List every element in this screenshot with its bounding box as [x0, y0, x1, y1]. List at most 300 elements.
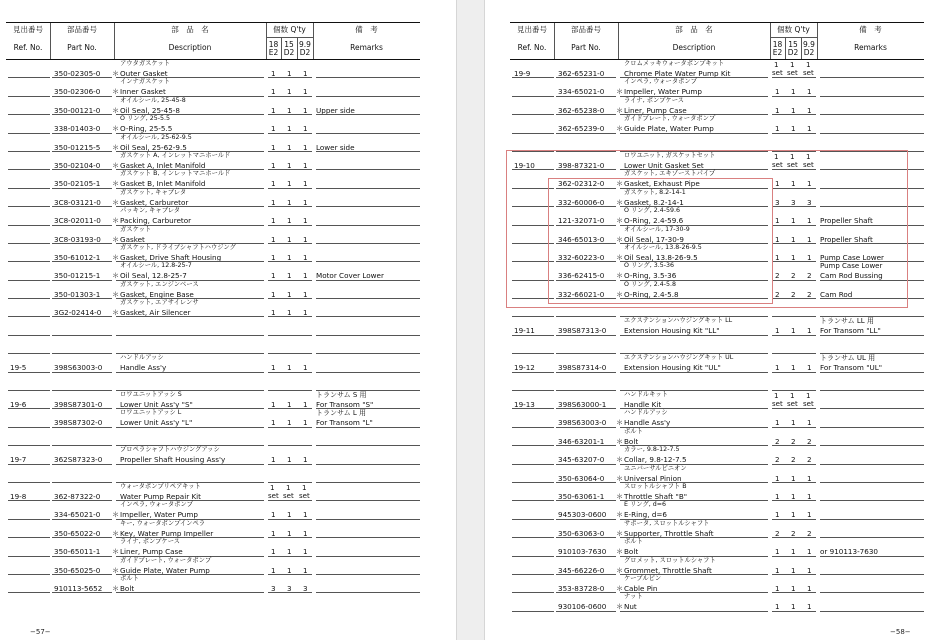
qty-1: 1 [271, 105, 276, 115]
description-jp: ガスケット, ドライブシャフトハウジング [120, 243, 236, 251]
description-jp: エクステンションハウジングキット UL [624, 354, 734, 362]
table-row [6, 262, 420, 280]
part-number: 121-32071-0 [558, 216, 605, 226]
description: Impeller, Water Pump [624, 87, 702, 97]
qty-1: 1 [271, 455, 276, 465]
qty-3: 2 [807, 455, 812, 465]
qty-2: 1 [791, 124, 796, 134]
description: Liner, Pump Case [120, 547, 183, 557]
qty-2: 2 [791, 271, 796, 281]
remarks-jp: トランサム S 用 [316, 391, 367, 400]
qty-3: 1 [303, 160, 308, 170]
table-row [510, 409, 924, 427]
qty-set-3: 1 [806, 60, 811, 69]
kit-star: ＊ [112, 69, 120, 78]
kit-star: ＊ [616, 216, 624, 226]
qty-1: 2 [775, 436, 780, 446]
qty-set-2: 1 [790, 151, 795, 161]
qty-3: 1 [303, 363, 308, 373]
kit-star: ＊ [112, 565, 120, 575]
part-number: 350-01303-1 [54, 289, 101, 299]
kit-star: ＊ [112, 160, 120, 170]
qty-2: 1 [791, 510, 796, 520]
remarks-en-header: Remarks [854, 43, 887, 52]
description-jp: ボルト [120, 574, 139, 582]
kit-star: ＊ [616, 289, 624, 299]
part-number: 332-60006-0 [558, 197, 605, 207]
description: Bolt [624, 436, 639, 446]
part-number: 350-00121-0 [54, 105, 101, 115]
part-number: 362-65231-0 [558, 69, 605, 78]
table-row [6, 538, 420, 556]
part-number: 345-63207-0 [558, 455, 605, 465]
kit-star: ＊ [616, 455, 624, 465]
description-jp: グロメット, スロットルシャフト [624, 556, 716, 564]
qty-3: 1 [807, 179, 812, 189]
qty-1: 1 [271, 160, 276, 170]
qty-3: 1 [303, 547, 308, 557]
qty-1: 1 [775, 105, 780, 115]
part-number: 398S63003-0 [558, 418, 607, 428]
qty-1: 1 [271, 510, 276, 520]
qty-3: 1 [303, 308, 308, 318]
kit-star: ＊ [112, 142, 120, 152]
kit-star: ＊ [616, 510, 624, 520]
description: Gasket A, Inlet Manifold [120, 160, 206, 170]
description-jp: キー, ウォータポンプインペラ [120, 519, 206, 527]
qty-col2-top: 15 [284, 40, 294, 49]
table-row [6, 557, 420, 575]
kit-star: ＊ [112, 528, 120, 538]
part-number: 398S87313-0 [558, 326, 607, 336]
qty-2: 1 [791, 565, 796, 575]
qty-3: 1 [807, 565, 812, 575]
qty-3: 1 [807, 491, 812, 501]
description-jp: オイルシール, 12.8-25-7 [120, 262, 192, 270]
description: Guide Plate, Water Pump [624, 124, 714, 134]
qty-col2-bot: D2 [787, 48, 799, 57]
part-number: 350-63064-0 [558, 473, 605, 483]
description: Handle Kit [624, 400, 662, 410]
description-jp: オイルシール, 25-45-8 [120, 96, 186, 104]
remarks: Cam Rod Bussing [820, 271, 883, 281]
qty-3: 1 [303, 400, 308, 410]
description-jp: E リング, d=6 [624, 501, 667, 509]
part-number: 350-65025-0 [54, 565, 101, 575]
ref-jp-header: 見出番号 [517, 25, 547, 34]
qty-3: set [299, 491, 310, 500]
table-row [510, 501, 924, 519]
qty-2: 3 [287, 583, 292, 593]
parts-table-left [6, 22, 420, 593]
qty-1: 3 [271, 583, 276, 593]
qty-2: set [787, 160, 798, 169]
remarks-jp: トランサム UL 用 [820, 354, 876, 363]
part-number: 350-63061-1 [558, 491, 605, 501]
qty-2: 1 [287, 528, 292, 538]
remarks-jp: トランサム L 用 [316, 409, 366, 418]
qty-3: 1 [303, 528, 308, 538]
part-number: 362S87323-0 [54, 455, 103, 465]
ref-number: 19-5 [10, 363, 27, 373]
qty-3: set [803, 160, 814, 169]
part-number: 336-62415-0 [558, 271, 605, 281]
description-jp: ロワユニット, ガスケットセット [624, 151, 716, 159]
qty-3: set [803, 69, 814, 77]
part-number: 350-02305-0 [54, 69, 101, 78]
kit-star: ＊ [616, 271, 624, 281]
qty-2: 1 [791, 583, 796, 593]
qty-1: 1 [775, 252, 780, 262]
part-number: 398S87314-0 [558, 363, 607, 373]
qty-2: 1 [287, 105, 292, 115]
description: Oil Seal, 25-45-8 [120, 105, 180, 115]
table-row [6, 520, 420, 538]
qty-3: 1 [807, 583, 812, 593]
description: O-Ring, 25-5.5 [120, 124, 173, 134]
description-jp: ガスケット, エンジンベース [120, 280, 199, 288]
qty-2: 1 [791, 602, 796, 612]
description-jp: プロペラシャフトハウジングアッシ [120, 446, 220, 454]
description: Lower Unit Ass'y "L" [120, 418, 193, 428]
qty-set-3: 1 [806, 391, 811, 401]
ref-number: 19-6 [10, 400, 27, 410]
qty-3: 2 [807, 289, 812, 299]
kit-star: ＊ [112, 124, 120, 134]
description: Key, Water Pump Impeller [120, 528, 214, 538]
table-header [6, 22, 420, 60]
description-jp: ガスケット, キャブレタ [120, 188, 187, 196]
qty-1: set [268, 491, 279, 500]
qty-col1-bot: E2 [268, 48, 279, 57]
description-jp: オイルシール, 25-62-9.5 [120, 133, 192, 141]
page-right [485, 0, 941, 640]
qty-2: 1 [791, 87, 796, 97]
description: Guide Plate, Water Pump [120, 565, 210, 575]
description: Gasket, 8.2-14-1 [624, 197, 684, 207]
kit-star: ＊ [616, 602, 624, 612]
ref-jp-header: 見出番号 [13, 25, 43, 34]
qty-3: 1 [807, 252, 812, 262]
part-number: 362-65238-0 [558, 105, 605, 115]
description: Bolt [624, 547, 639, 557]
table-body-left [6, 60, 420, 593]
part-number: 350-63063-0 [558, 528, 605, 538]
table-row-blank [510, 336, 924, 354]
page-number-left: −57− [30, 628, 51, 636]
qty-1: set [772, 160, 783, 169]
part-number: 350-65022-0 [54, 528, 101, 538]
qty-3: set [803, 400, 814, 409]
page-gutter [456, 0, 485, 640]
part-en-header: Part No. [67, 43, 97, 52]
qty-1: 3 [775, 197, 780, 207]
kit-star: ＊ [112, 216, 120, 226]
qty-1: 1 [271, 400, 276, 410]
qty-2: 1 [287, 510, 292, 520]
qty-2: 1 [287, 179, 292, 189]
qty-3: 1 [303, 510, 308, 520]
part-number: 398-87321-0 [558, 160, 605, 170]
table-row [6, 391, 420, 409]
description-jp: ロワユニットアッシ L [120, 409, 182, 417]
table-header [510, 22, 924, 60]
table-row [6, 575, 420, 593]
description-jp: クロムメッキウォータポンプキット [624, 60, 725, 67]
description: Gasket [120, 234, 145, 244]
part-jp-header: 部品番号 [67, 25, 97, 34]
description-jp: ケーブルピン [624, 574, 662, 582]
qty-3: 1 [303, 234, 308, 244]
table-row [6, 152, 420, 170]
kit-star: ＊ [616, 87, 624, 97]
qty-2: 1 [791, 234, 796, 244]
kit-star: ＊ [616, 124, 624, 134]
qty-2: 1 [287, 124, 292, 134]
kit-star: ＊ [112, 234, 120, 244]
qty-2: 1 [287, 69, 292, 78]
part-number: 334-65021-0 [54, 510, 101, 520]
description-jp: インペラ, ウォータポンプ [120, 501, 194, 509]
kit-star: ＊ [112, 547, 120, 557]
description-jp: オイルシール, 13.8-26-9.5 [624, 243, 702, 251]
qty-1: 1 [271, 565, 276, 575]
description-jp: ガイドプレート, ウォータポンプ [624, 115, 716, 123]
qty-1: 1 [775, 418, 780, 428]
remarks: Pump Case Lower [820, 252, 885, 262]
description: Collar, 9.8-12-7.5 [624, 455, 687, 465]
remarks: For Transom "LL" [820, 326, 881, 336]
part-number: 3G2-02414-0 [54, 308, 102, 318]
description-jp: ボルト [624, 538, 643, 546]
description-jp: ナット [624, 593, 643, 601]
remarks: Lower side [316, 142, 355, 152]
qty-1: 1 [775, 565, 780, 575]
qty-3: 1 [807, 124, 812, 134]
qty-3: 1 [303, 418, 308, 428]
qty-3: 1 [807, 234, 812, 244]
qty-set-2: 1 [790, 60, 795, 69]
description: Oil Seal, 25-62-9.5 [120, 142, 187, 152]
description-jp: サポータ, スロットルシャフト [624, 519, 710, 527]
qty-3: 1 [303, 105, 308, 115]
kit-star: ＊ [616, 252, 624, 262]
qty-2: 1 [791, 363, 796, 373]
qty-3: 1 [303, 455, 308, 465]
part-number: 3C8-03121-0 [54, 197, 101, 207]
qty-3: 1 [303, 124, 308, 134]
table-row [510, 391, 924, 409]
description: Gasket, Exhaust Pipe [624, 179, 700, 189]
qty-set-1: 1 [774, 391, 779, 401]
kit-star: ＊ [616, 491, 624, 501]
qty-2: 1 [287, 418, 292, 428]
qty-1: 1 [271, 124, 276, 134]
table-row-blank [6, 465, 420, 483]
table-row [510, 483, 924, 501]
description-jp: ハンドルアッシ [624, 409, 668, 417]
kit-star: ＊ [616, 436, 624, 446]
ref-number: 19-13 [514, 400, 535, 410]
table-row [510, 593, 924, 611]
kit-star: ＊ [616, 105, 624, 115]
qty-2: 1 [791, 179, 796, 189]
description-jp: O リング, 2.4-5.8 [624, 280, 677, 288]
qty-1: 1 [271, 418, 276, 428]
qty-set-1: 1 [774, 151, 779, 161]
qty-1: 1 [775, 473, 780, 483]
part-number: 338-01403-0 [54, 124, 101, 134]
qty-1: 1 [271, 271, 276, 281]
qty-3: 1 [303, 565, 308, 575]
qty-1: 1 [775, 602, 780, 612]
qty-2: 1 [287, 142, 292, 152]
remarks-jp: トランサム LL 用 [820, 317, 874, 326]
kit-star: ＊ [616, 197, 624, 207]
qty-3: 2 [807, 528, 812, 538]
qty-2: 2 [791, 289, 796, 299]
description: Nut [624, 602, 637, 612]
description-jp: エクステンションハウジングキット LL [624, 317, 733, 325]
part-number: 930106-0600 [558, 602, 607, 612]
kit-star: ＊ [616, 565, 624, 575]
part-number: 398S63000-1 [558, 400, 607, 410]
part-number: 346-65013-0 [558, 234, 605, 244]
part-number: 350-02306-0 [54, 87, 101, 97]
description: Oil Seal, 17-30-9 [624, 234, 684, 244]
description: Packing, Carburetor [120, 216, 192, 226]
part-number: 346-63201-1 [558, 436, 605, 446]
remarks-jp: Pump Case Lower [820, 262, 883, 271]
part-number: 353-83728-0 [558, 583, 605, 593]
qty-col1-top: 18 [772, 40, 783, 49]
description: Grommet, Throttle Shaft [624, 565, 712, 575]
qty-2: 1 [287, 87, 292, 97]
remarks: Propeller Shaft [820, 216, 873, 226]
description: Water Pump Repair Kit [120, 491, 201, 501]
qty-3: 1 [303, 271, 308, 281]
qty-set-1: 1 [774, 60, 779, 69]
qty-1: 1 [775, 124, 780, 134]
qty-3: 3 [807, 197, 812, 207]
qty-1: 1 [271, 308, 276, 318]
qty-3: 1 [303, 69, 308, 78]
qty-set-3: 1 [806, 151, 811, 161]
table-row [6, 244, 420, 262]
qty-1: 1 [775, 326, 780, 336]
description: Gasket, Carburetor [120, 197, 189, 207]
remarks: For Transom "UL" [820, 363, 883, 373]
ref-en-header: Ref. No. [13, 43, 43, 52]
table-row [6, 409, 420, 427]
qty-col2-top: 15 [788, 40, 798, 49]
qty-1: 1 [271, 216, 276, 226]
qty-2: set [283, 491, 294, 500]
qty-3: 1 [303, 87, 308, 97]
qty-set-2: 1 [790, 391, 795, 401]
description-jp: ガスケット, 8.2-14-1 [624, 188, 686, 196]
qty-1: 2 [775, 455, 780, 465]
part-number: 332-60223-0 [558, 252, 605, 262]
table-row [510, 97, 924, 115]
description-jp: パッキン, キャブレタ [120, 207, 181, 215]
kit-star: ＊ [616, 528, 624, 538]
qty-1: 1 [271, 547, 276, 557]
description-jp: ガスケット, エキゾーストパイプ [624, 170, 716, 178]
qty-1: 1 [775, 234, 780, 244]
qty-3: 1 [807, 105, 812, 115]
desc-jp-header: 部 品 名 [171, 25, 209, 34]
part-number: 3C8-02011-0 [54, 216, 101, 226]
qty-1: 1 [775, 510, 780, 520]
description: Throttle Shaft "B" [624, 491, 688, 501]
kit-star: ＊ [112, 87, 120, 97]
description: Gasket, Engine Base [120, 289, 194, 299]
table-row [510, 538, 924, 556]
kit-star: ＊ [112, 252, 120, 262]
qty-1: 1 [271, 197, 276, 207]
qty-1: 1 [775, 216, 780, 226]
description-jp: オイルシール, 17-30-9 [624, 225, 690, 233]
qty-3: 1 [303, 197, 308, 207]
description-jp: アウタガスケット [120, 60, 170, 67]
remarks-jp-header: 備 考 [859, 25, 882, 34]
qty-1: 1 [775, 363, 780, 373]
part-number: 398S63003-0 [54, 363, 103, 373]
part-number: 398S87301-0 [54, 400, 103, 410]
part-number: 350-01215-5 [54, 142, 101, 152]
description-jp: ガスケット [120, 225, 152, 233]
qty-2: 1 [287, 455, 292, 465]
description: Extension Housing Kit "UL" [624, 363, 721, 373]
table-body-right [510, 60, 924, 612]
description-jp: ライナ, ポンプケース [624, 96, 684, 104]
qty-2: 1 [791, 491, 796, 501]
qty-1: 1 [271, 69, 276, 78]
description: Supporter, Throttle Shaft [624, 528, 714, 538]
qty-2: 1 [287, 547, 292, 557]
remarks: For Transom "L" [316, 418, 373, 428]
qty-1: 1 [271, 252, 276, 262]
qty-2: 1 [287, 400, 292, 410]
part-number: 362-87322-0 [54, 491, 101, 501]
qty-2: 1 [791, 252, 796, 262]
part-number: 3C8-03193-0 [54, 234, 101, 244]
table-row [510, 60, 924, 78]
table-row [510, 575, 924, 593]
description-jp: インペラ, ウォータポンプ [624, 78, 698, 86]
remarks: or 910113-7630 [820, 547, 878, 557]
qty-2: 1 [287, 565, 292, 575]
qty-2: 1 [791, 418, 796, 428]
qty-set-3: 1 [302, 482, 307, 492]
part-number: 910103-7630 [558, 547, 607, 557]
qty-2: 1 [791, 473, 796, 483]
qty-col3-bot: D2 [299, 48, 311, 57]
description: Chrome Plate Water Pump Kit [624, 69, 731, 78]
kit-star: ＊ [112, 271, 120, 281]
description: Universal Pinion [624, 473, 682, 483]
table-row [6, 60, 420, 78]
table-row [6, 281, 420, 299]
qty-col1-top: 18 [268, 40, 279, 49]
qty-1: 1 [271, 363, 276, 373]
remarks-en-header: Remarks [350, 43, 383, 52]
ref-number: 19-7 [10, 455, 27, 465]
description: Gasket B, Inlet Manifold [120, 179, 206, 189]
table-row [510, 465, 924, 483]
part-number: 910113-5652 [54, 583, 103, 593]
